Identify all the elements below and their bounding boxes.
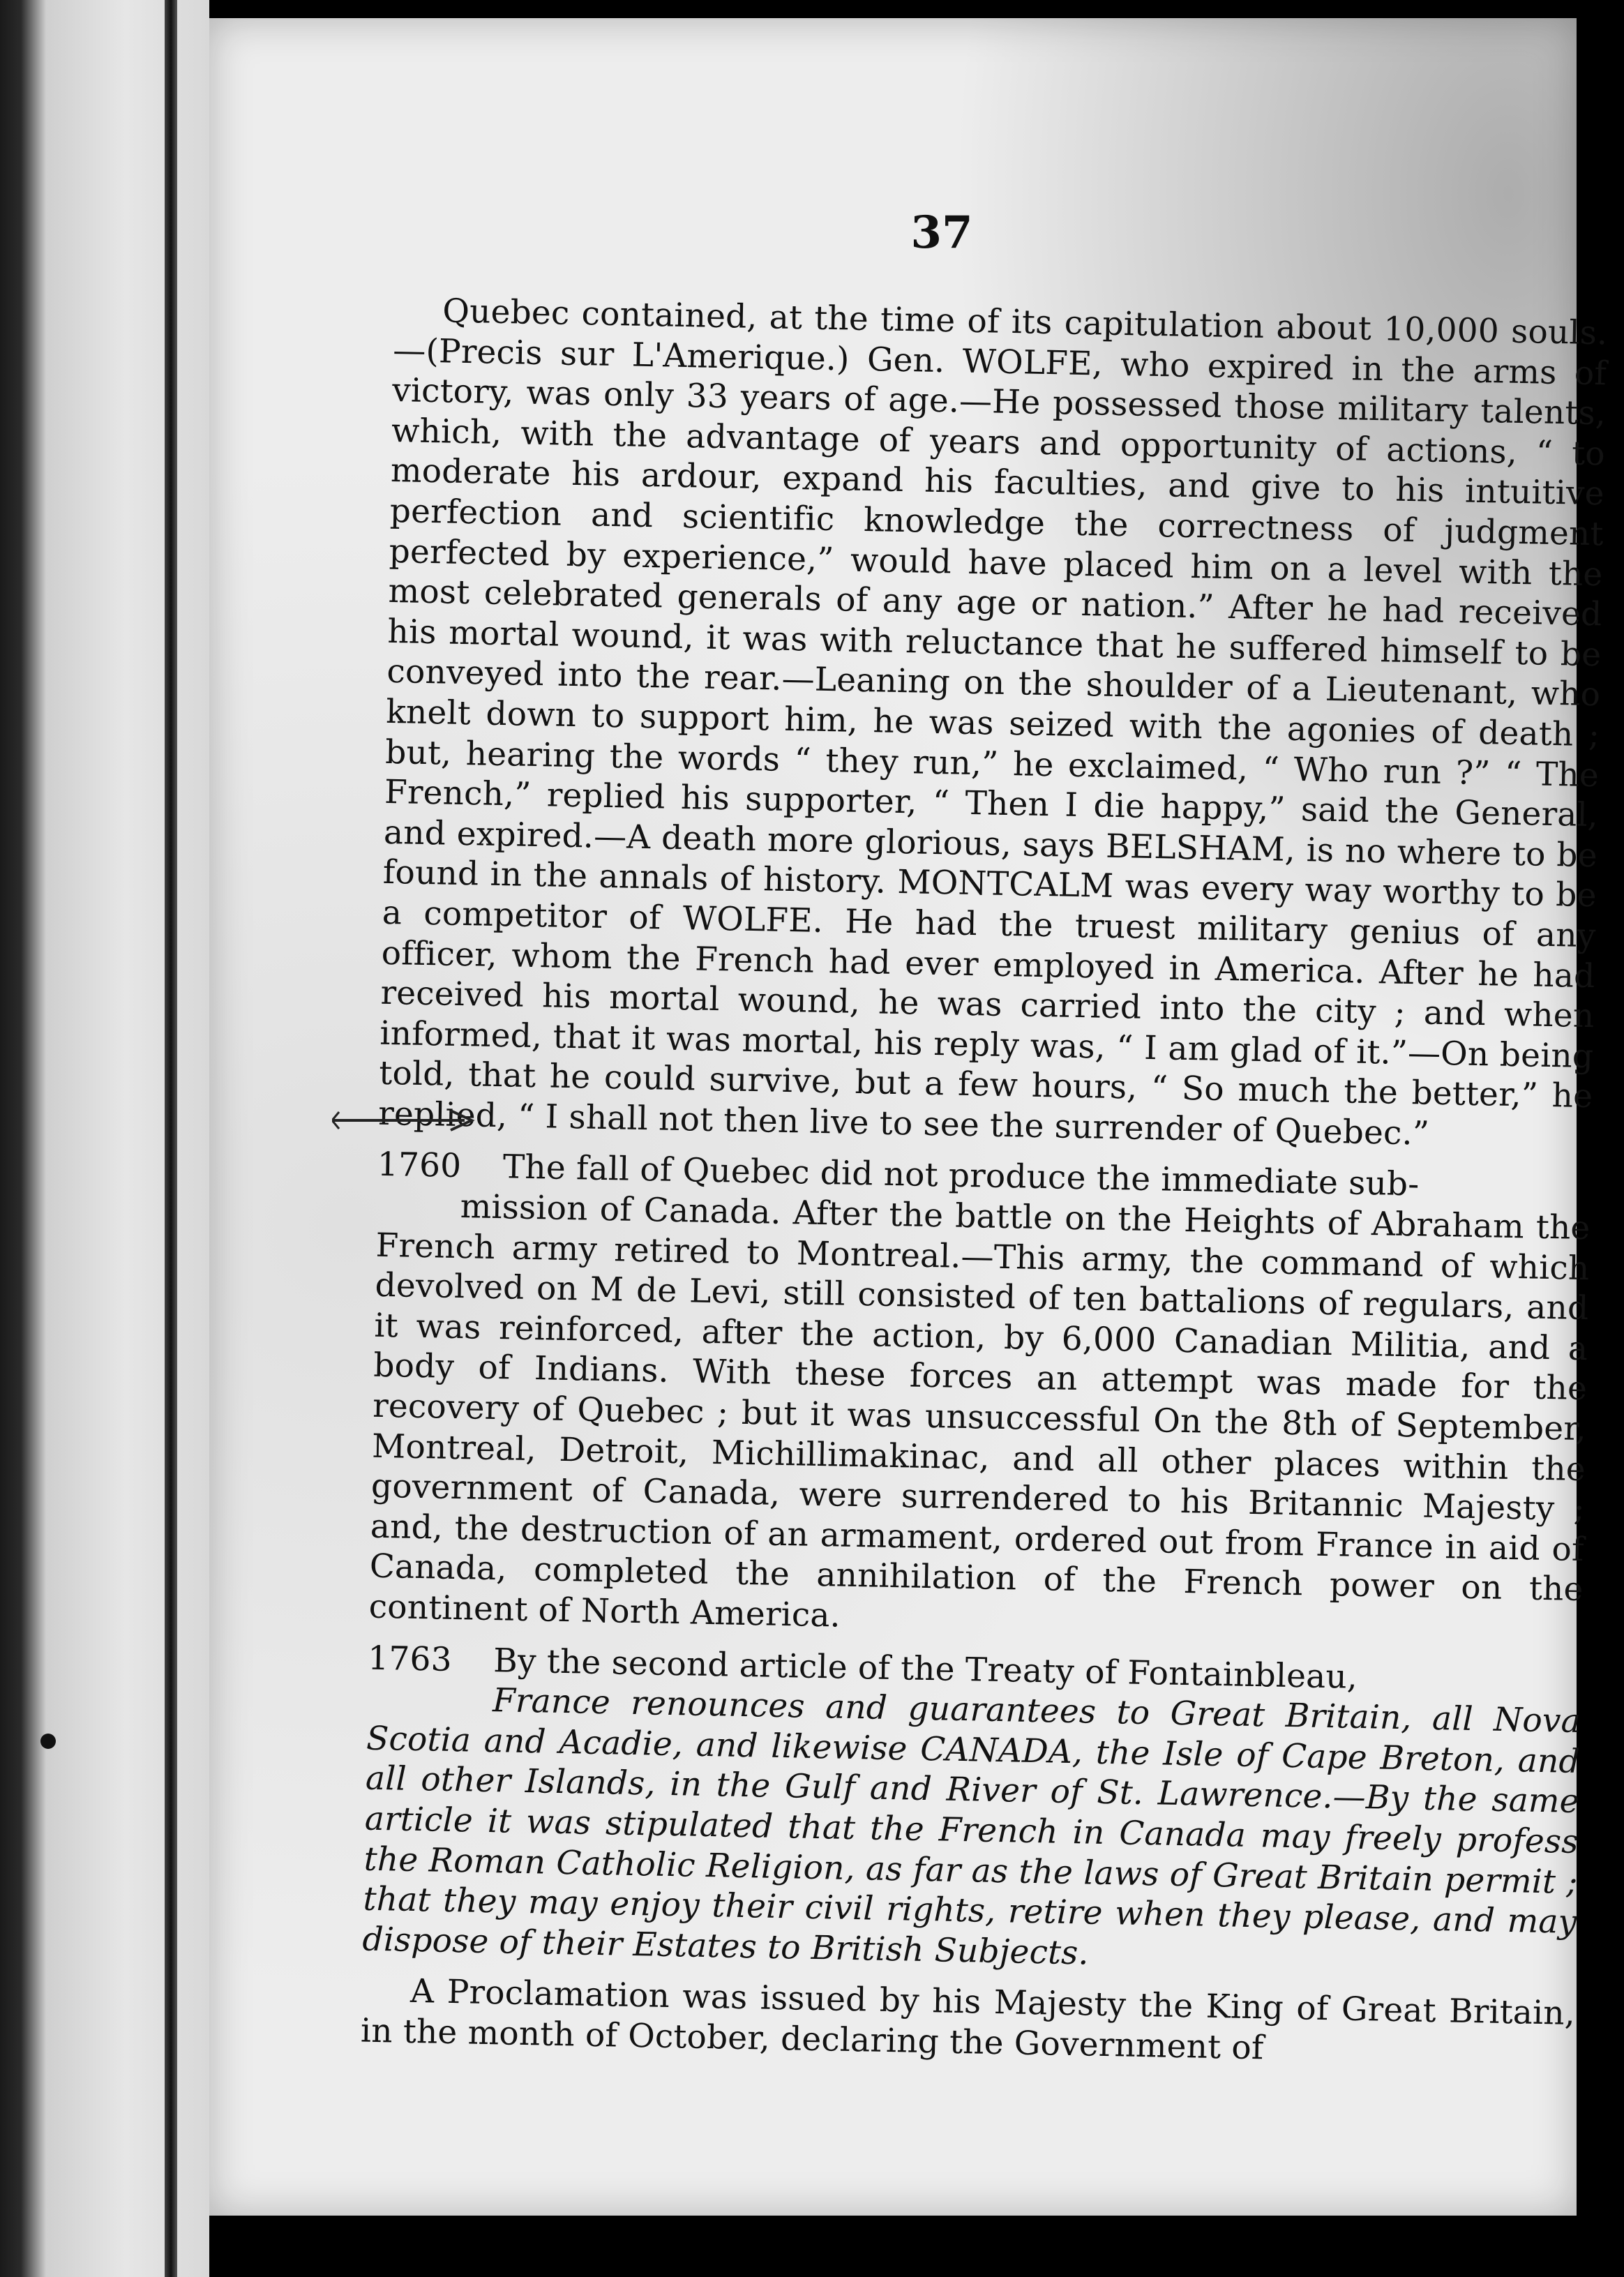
year-1760: 1760 xyxy=(377,1145,462,1186)
entry-1760 xyxy=(368,1145,1591,1650)
paragraph-quebec-wolfe-montcalm: Quebec contained, at the time of its capitulation about 10,000 souls.—(Precis sur L'Amerique.) Gen. WOLFE, who expired in the arms of victory, was only 33 years of age.—He possessed those military talents, which, with the advantage of years and opportunity of actions, “ to moderate his ardour, expand his faculties, and give to his intuitive perfection and scientific knowledge the correctness of judgment perfected by experience,” would have placed him on a level with the most celebrated generals of any age or nation.” After he had received his mortal wound, it was with reluctance that he suffered himself to be conveyed into the rear.—Leaning on the shoulder of a Lieutenant, who knelt down to support him, he was seized with the agonies of death ; but, hearing the words “ they run,” he exclaimed, “ Who run ?” “ The French,” replied his supporter, “ Then I die happy,” said the General, and expired.—A death more glorious, says BELSHAM, is no where to be found in the annals of history. MONTCALM was every way worthy to be a competitor of WOLFE. He had the truest military genius of any officer, whom the French had ever employed in America. After he had received his mortal wound, he was carried into the city ; and when informed, that it was mortal, his reply was, “ I am glad of it.”—On being told, that he could survive, but a few hours, “ So much the better,” he replied, “ I shall not then live to see the surrender of Quebec.” xyxy=(377,292,1608,1153)
book-gutter xyxy=(165,0,177,2277)
entry-1763 xyxy=(362,1638,1582,1983)
entry-1763-text: France renounces and guarantees to Great Britain, all Nova Scotia and Acadie, and likewise CANADA, the Isle of Cape Breton, and all other Islands, in the Gulf and River of St. Lawrence.—By the same article it was stipulated that the French in Canada may freely profess the Roman Catholic Religion, as far as the laws of Great Britain permit ; that they may enjoy their civil rights, retire when they please, and may dispose of their Estates to British Subjects. xyxy=(362,1681,1581,1973)
entry-1760-text: mission of Canada. After the battle on the Heights of Abraham the French army retired to Montreal.—This army, the command of which devolved on M de Levi, still consisted of ten battalions of regulars, and it was reinforced, after the action, by 6,000 Canadian Militia, and a body of Indians. With these forces an attempt was made for the recovery of Quebec ; but it was unsuccessful On the 8th of September, Montreal, Detroit, Michillimakinac, and all other places within the government of Canada, were surrendered to his Britannic Majesty ; and, the destruction of an armament, ordered out from France in aid of Canada, completed the annihilation of the French power on the continent of North America. xyxy=(368,1187,1591,1635)
page-blemish xyxy=(40,1734,56,1749)
page-number: 37 xyxy=(910,206,973,259)
year-1763: 1763 xyxy=(367,1639,453,1679)
body-text xyxy=(361,290,1608,2074)
entry-1760-opening: The fall of Quebec did not produce the immediate sub- xyxy=(502,1148,1420,1204)
paragraph-proclamation: A Proclamation was issued by his Majesty the King of Great Britain, in the month of October, declaring the Government of xyxy=(360,1972,1576,2068)
book-page xyxy=(209,18,1608,2216)
entry-1763-opening: By the second article of the Treaty of Fontainbleau, xyxy=(493,1641,1358,1697)
left-facing-page xyxy=(0,0,209,2277)
margin-arrow-mark xyxy=(332,1106,479,1134)
